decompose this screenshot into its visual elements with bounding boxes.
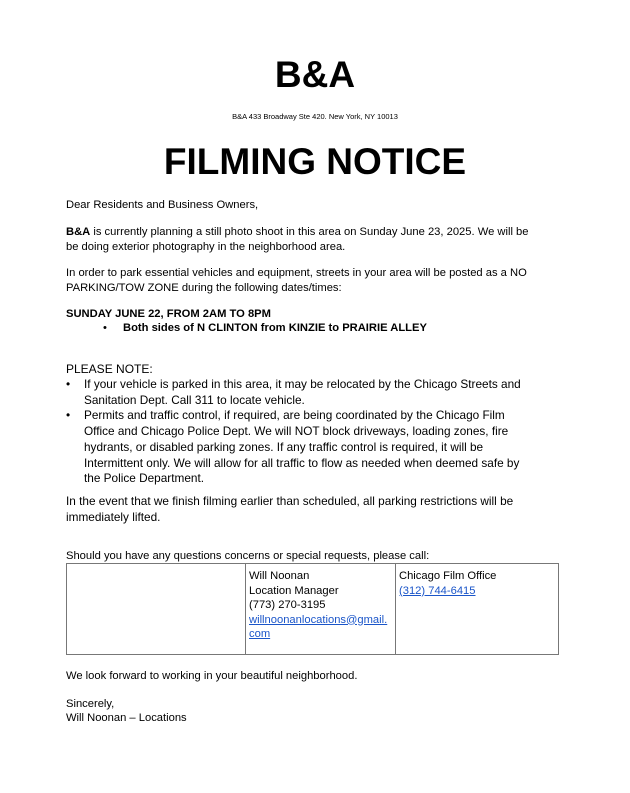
- schedule-heading: SUNDAY JUNE 22, FROM 2AM TO 8PM: [66, 308, 271, 320]
- film-office-phone-link[interactable]: (312) 744-6415: [399, 584, 476, 597]
- contact-cell-location-manager: [246, 564, 396, 655]
- intro-company-name: B&A: [66, 226, 91, 238]
- contact-role: Location Manager: [249, 584, 339, 597]
- company-logo: B&A: [274, 54, 356, 95]
- schedule-item: Both sides of N CLINTON from KINZIE to PRAIRIE ALLEY: [123, 322, 427, 334]
- questions-line: Should you have any questions concerns or special requests, please call:: [66, 550, 430, 562]
- contact-cell-film-office: [396, 564, 559, 655]
- parking-paragraph-line-2: PARKING/TOW ZONE during the following dates/times:: [66, 282, 342, 294]
- table-row: [67, 564, 559, 655]
- parking-paragraph-line-1: In order to park essential vehicles and equipment, streets in your area will be posted as a NO: [66, 267, 527, 279]
- contact-phone: (773) 270-3195: [249, 599, 326, 611]
- film-office-name: Chicago Film Office: [399, 570, 497, 582]
- early-finish-line-1: In the event that we finish filming earlier than scheduled, all parking restrictions will be: [66, 494, 514, 508]
- page-title: FILMING NOTICE: [163, 141, 467, 182]
- closing-line: We look forward to working in your beautiful neighborhood.: [66, 670, 358, 682]
- note-2-line-1: Permits and traffic control, if required, are being coordinated by the Chicago Film: [84, 408, 505, 423]
- early-finish-line-2: immediately lifted.: [66, 509, 161, 524]
- contact-cell-empty: [67, 564, 246, 655]
- note-1-line-1: If your vehicle is parked in this area, it may be relocated by the Chicago Streets and: [84, 377, 521, 391]
- contact-name: Will Noonan: [249, 570, 310, 582]
- note-1-line-2: Sanitation Dept. Call 311 to locate vehicle.: [84, 392, 305, 407]
- note-2-line-2: Office and Chicago Police Dept. We will NOT block driveways, loading zones, fire: [84, 424, 509, 439]
- intro-paragraph-line-1: [66, 225, 556, 240]
- salutation: Dear Residents and Business Owners,: [66, 199, 259, 211]
- intro-paragraph-line-2: be doing exterior photography in the neighborhood area.: [66, 241, 346, 253]
- note-2-line-4: Intermittent only. We will allow for all traffic to flow as needed when deemed safe by: [84, 455, 520, 470]
- intro-line-1-text: is currently planning a still photo shoot in this area on Sunday June 23, 2025. We will be: [90, 226, 529, 238]
- signature: Will Noonan – Locations: [66, 712, 187, 724]
- note-2-bullet: •: [66, 408, 71, 423]
- note-2-line-3: hydrants, or disabled parking zones. If any traffic control is required, it will be: [84, 439, 484, 454]
- contact-table: [66, 563, 559, 655]
- schedule-bullet: •: [103, 322, 107, 334]
- contact-email-link-line-2[interactable]: com: [249, 628, 271, 640]
- signoff: Sincerely,: [66, 698, 115, 710]
- note-heading: PLEASE NOTE:: [66, 362, 153, 376]
- contact-email-link-line-1[interactable]: willnoonanlocations@gmail.: [249, 613, 388, 626]
- company-address: B&A 433 Broadway Ste 420. New York, NY 10013: [232, 112, 398, 121]
- note-2-line-5: the Police Department.: [84, 471, 204, 486]
- note-1-bullet: •: [66, 377, 71, 391]
